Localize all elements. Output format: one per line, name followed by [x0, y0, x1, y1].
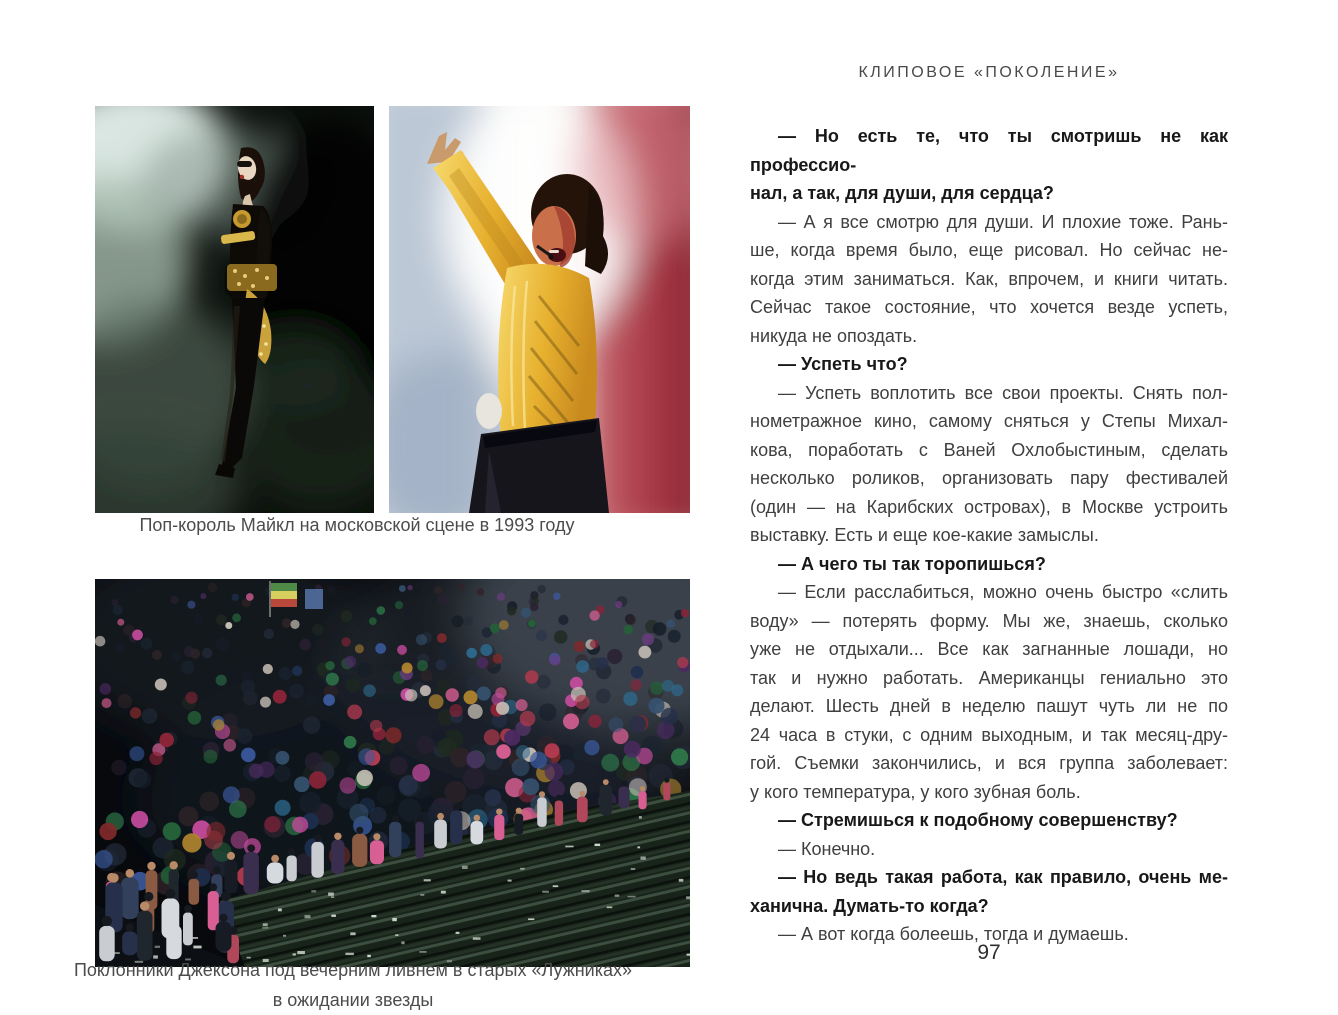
interview-line: делают. Шесть дней в неделю пашут чуть ли не по — [750, 696, 1228, 716]
interview-line: — Стремишься к подобному совершенству? — [778, 810, 1178, 830]
interview-line: Сейчас такое состояние, что хочется везде успеть, — [750, 297, 1228, 317]
photo-caption-bottom-line2: в ожидании звезды — [272, 990, 434, 1010]
interview-line: — А чего ты так торопишься? — [778, 553, 1046, 574]
interview-line: ше, когда время было, еще рисовал. Но сейчас не- — [750, 240, 1228, 260]
interview-line: (один — на Карибских островах), в Москве устроить — [750, 496, 1228, 517]
interview-line: воду» — потерять форму. Мы же, знаешь, сколько — [750, 610, 1228, 631]
interview-line: — Если расслабиться, можно очень быстро «слить — [778, 582, 1228, 602]
interview-line: когда этим заниматься. Как, впрочем, и книги читать. — [750, 268, 1228, 289]
interview-line: у кого температура, у кого зубная боль. — [750, 781, 1081, 802]
interview-line: несколько роликов, организовать пару фестивалей — [750, 468, 1228, 488]
interview-line: — Но ведь такая работа, как правило, очень ме- — [778, 867, 1228, 887]
photo-caption-bottom — [33, 955, 673, 1015]
photo-mj-gold-shirt — [389, 106, 690, 513]
running-header: КЛИПОВОЕ «ПОКОЛЕНИЕ» — [858, 64, 1120, 81]
photo-crowd-luzhniki — [95, 579, 690, 967]
interview-line: никуда не опоздать. — [750, 325, 918, 346]
interview-line: нометражное кино, самому сняться у Степы Михал- — [750, 411, 1228, 431]
interview-line: кова, поработать с Ваней Охлобыстиным, сделать — [750, 439, 1228, 460]
interview-line: — Но есть те, что ты смотришь не как профессио- — [750, 126, 1228, 175]
interview-line: ханична. Думать-то когда? — [750, 895, 989, 916]
photo-caption-top: Поп-король Майкл на московской сцене в 1993 году — [139, 515, 575, 535]
photo-mj-black-outfit — [95, 106, 374, 513]
interview-line: — Успеть воплотить все свои проекты. Снять пол- — [778, 382, 1228, 403]
interview-line: — Успеть что? — [778, 354, 908, 374]
interview-line: нал, а так, для души, для сердца? — [750, 183, 1054, 203]
interview-text — [750, 122, 1228, 949]
photo-crowd-art — [95, 579, 690, 967]
interview-line: — А вот когда болеешь, тогда и думаешь. — [778, 924, 1129, 944]
interview-line: — Конечно. — [778, 838, 876, 859]
interview-line: выставку. Есть и еще кое-какие замыслы. — [750, 525, 1099, 545]
interview-line: гой. Съемки закончились, и вся группа заболевает: — [750, 753, 1228, 773]
photo-mj-gold-shirt-art — [389, 106, 690, 513]
interview-line: 24 часа в стуки, с одним выходным, и так месяц-дру- — [750, 724, 1228, 745]
photo-mj-black-outfit-art — [95, 106, 374, 513]
interview-line: так и нужно работать. Американцы гениально это — [750, 667, 1228, 688]
page-number: 97 — [977, 941, 1001, 964]
interview-line: уже не отдыхали... Все как загнанные лошади, но — [750, 639, 1228, 659]
interview-line: — А я все смотрю для души. И плохие тоже. Рань- — [778, 211, 1228, 232]
photo-caption-bottom-line1: Поклонники Джексона под вечерним ливнем в старых «Лужниках» — [73, 960, 633, 980]
